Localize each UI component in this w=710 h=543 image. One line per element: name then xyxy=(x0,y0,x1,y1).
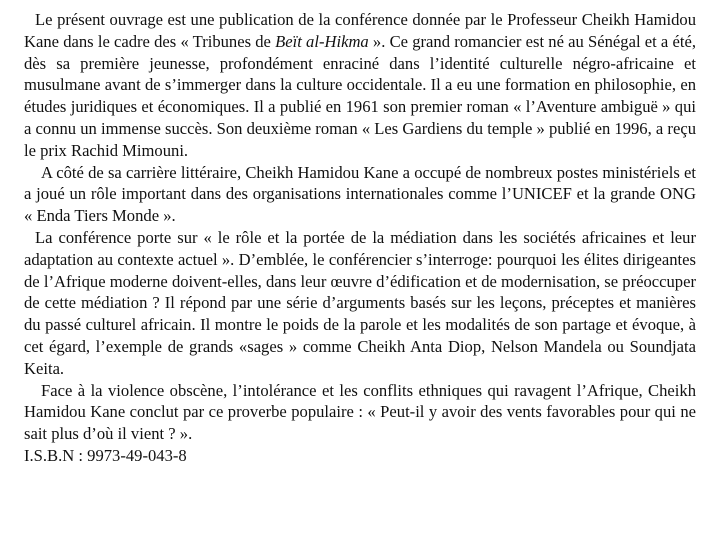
intro-text-end: ». Ce grand romancier est né au Sénégal et a été, dès sa première jeunesse, profondément enraciné dans l’identité culturelle négro-africaine et musulmane avant de s’immerger dans la culture occidentale. Il a eu une formation en philosophie, en études juridiques et économiques. Il a publié en 1961 son premier roman « l’Aventure ambiguë » qui a connu un immense succès. Son deuxième roman « Les Gardiens du temple » publié en 1996, a reçu le prix Rachid Mimouni. xyxy=(24,31,696,160)
paragraph-conference: La conférence porte sur « le rôle et la portée de la médiation dans les sociétés africaines et leur adaptation au contexte actuel ». D’emblée, le conférencier s’interroge: pourquoi les élites dirigeantes de l’Afrique moderne doivent-elles, dans leur œuvre d’édification et de modernisation, se préoccuper de cette médiation ? Il répond par une série d’arguments basés sur les leçons, préceptes et manières du passé culturel africain. Il montre le poids de la parole et les modalités de son partage et évoque, à cet égard, l’exemple de grands «sages » comme Cheikh Anta Diop, Nelson Mandela ou Soundjata Keita. xyxy=(24,227,696,378)
paragraph-introduction xyxy=(24,9,696,162)
tribunes-series-title: Beït al-Hikma xyxy=(275,31,369,51)
paragraph-career: A côté de sa carrière littéraire, Cheikh Hamidou Kane a occupé de nombreux postes ministériels et a joué un rôle important dans des organisations internationales comme l’UNICEF et la grande ONG « Enda Tiers Monde ». xyxy=(24,162,696,226)
isbn-line: I.S.B.N : 9973-49-043-8 xyxy=(24,445,187,465)
intro-text-start: Le présent ouvrage est une publication de la conférence donnée par le Professeur Cheikh Hamidou Kane dans le cadre des « Tribunes de xyxy=(24,10,696,51)
paragraph-conclusion: Face à la violence obscène, l’intolérance et les conflits ethniques qui ravagent l’Afrique, Cheikh Hamidou Kane conclut par ce proverbe populaire : « Peut-il y avoir des vents favorables pour qui ne sait plus d’où il vient ? ». xyxy=(24,380,696,444)
